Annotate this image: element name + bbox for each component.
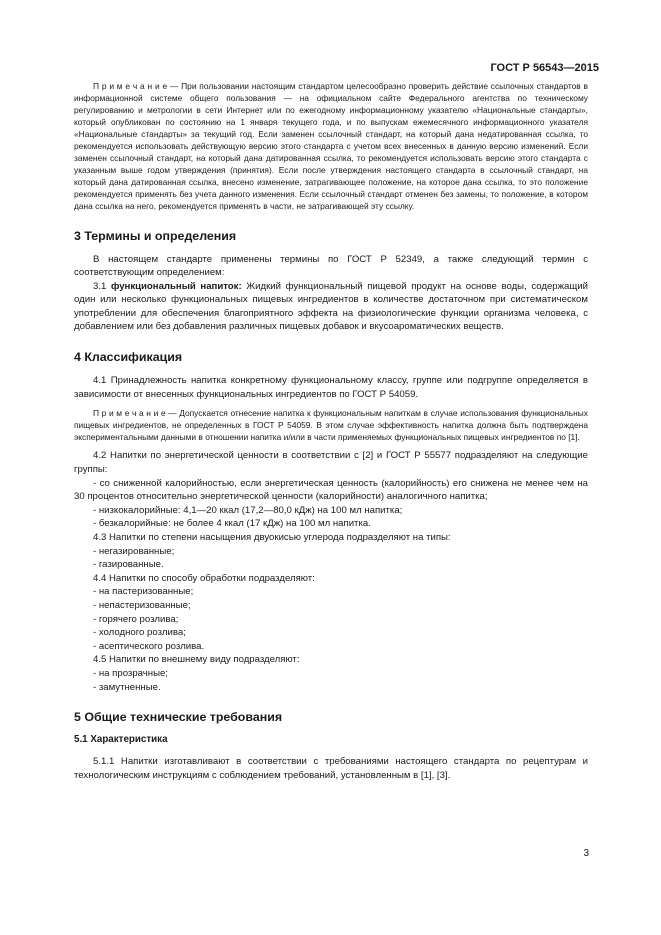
term-text: Жидкий функциональный пищевой продукт на основе воды, содержащий один или несколько функциональных пищевых ингредиентов в количестве достаточном при систематическом употреблении для обеспечения благоприятного эффекта на физиологические функции организма человека, с добавлением или без добавления различных пищевых добавок и вкусоароматических веществ.: [74, 280, 588, 333]
reference-note: [74, 80, 588, 213]
clause-4-5: 4.5 Напитки по внешнему виду подразделяют:: [93, 654, 300, 666]
clause-5-1-1: 5.1.1 Напитки изготавливают в соответствии с требованиями настоящего стандарта по рецептурам и технологическим инструкциям с соблюдением требований, установленным в [1], [3].: [74, 756, 588, 781]
section-3-title: 3 Термины и определения: [74, 228, 237, 243]
list-item: - замутненные.: [93, 681, 161, 693]
list-item: - непастеризованные;: [93, 599, 191, 611]
note-label: П р и м е ч а н и е: [93, 408, 166, 419]
subsection-5-1-title: 5.1 Характеристика: [74, 734, 168, 746]
term-number: 3.1: [93, 280, 111, 292]
section-5-title: 5 Общие технические требования: [74, 710, 283, 725]
section-3-intro: В настоящем стандарте применены термины по ГОСТ Р 52349, а также следующий термин с соответствующим определением:: [74, 253, 588, 279]
list-item: - горячего розлива;: [93, 613, 179, 625]
list-item: - на прозрачные;: [93, 667, 168, 679]
note-text: — При пользовании настоящим стандартом целесообразно проверить действие ссылочных стандартов в информационной системе общего пользования — на официальном сайте Федерального агентства по техническому регулированию и метрологии в сети Интернет или по ежегодному информационному указателю «Национальные стандарты», который опубликован по состоянию на 1 января текущего года, и по выпускам ежемесячного информационного указателя «Национальные стандарты» за текущий год. Если заменен ссылочный стандарт, на который дана недатированная ссылка, то рекомендуется использовать действующую версию этого стандарта с учетом всех внесенных в данную версию изменений. Если заменен ссылочный стандарт, на который дана датированная ссылка, то рекомендуется использовать версию этого стандарта с указанным выше годом утверждения (принятия). Если после утверждения настоящего стандарта в ссылочный стандарт, на который дана датированная ссылка, внесено изменение, затрагивающее положение, на которое дана ссылка, то это положение рекомендуется применять без учета данного изменения. Если ссылочный стандарт отменен без замены, то положение, в котором дана ссылка на него, рекомендуется применять в части, не затрагивающей эту ссылку.: [74, 81, 588, 212]
list-item: - на пастеризованные;: [93, 586, 194, 598]
page-number: 3: [583, 848, 589, 859]
list-item: - газированные.: [93, 559, 164, 571]
clause-4-3: 4.3 Напитки по степени насыщения двуокисью углерода подразделяют на типы:: [93, 531, 451, 543]
list-item: - низкокалорийные: 4,1—20 ккал (17,2—80,0 кДж) на 100 мл напитка;: [93, 504, 403, 516]
note-text: — Допускается отнесение напитка к функциональным напиткам в случае использования функциональных пищевых ингредиентов, не определенных в ГОСТ Р 54059. В этом случае эффективность напитка должна быть подтверждена экспериментальными данными в отношении напитка и/или в части применяемых функциональных пищевых ингредиентов по [1].: [74, 408, 588, 443]
page-content: [74, 80, 588, 782]
section-4-title: 4 Классификация: [74, 350, 183, 365]
term-definition: [74, 280, 588, 334]
classification-note: [74, 407, 588, 443]
document-id: ГОСТ Р 56543—2015: [490, 62, 599, 74]
term-name: функциональный напиток:: [110, 280, 242, 292]
list-item: - асептического розлива.: [93, 640, 205, 652]
note-label: П р и м е ч а н и е: [93, 81, 168, 91]
clause-4-4: 4.4 Напитки по способу обработки подразделяют:: [93, 572, 315, 584]
list-item: - безкалорийные: не более 4 ккал (17 кДж) на 100 мл напитка.: [93, 518, 371, 530]
clause-4-2: 4.2 Напитки по энергетической ценности в соответствии с [2] и ГОСТ Р 55577 подразделяют на следующие группы:: [74, 450, 588, 475]
list-item: - холодного розлива;: [93, 627, 186, 639]
list-item: - негазированные;: [93, 545, 175, 557]
clause-4-1: 4.1 Принадлежность напитка конкретному функциональному классу, группе или подгруппе определяется в зависимости от внесенных функциональных ингредиентов по ГОСТ Р 54059.: [74, 375, 588, 400]
list-item: - со сниженной калорийностью, если энергетическая ценность (калорийность) его снижена не менее чем на 30 процентов относительно энергетической ценности (калорийности) аналогичного напитка;: [74, 477, 588, 503]
